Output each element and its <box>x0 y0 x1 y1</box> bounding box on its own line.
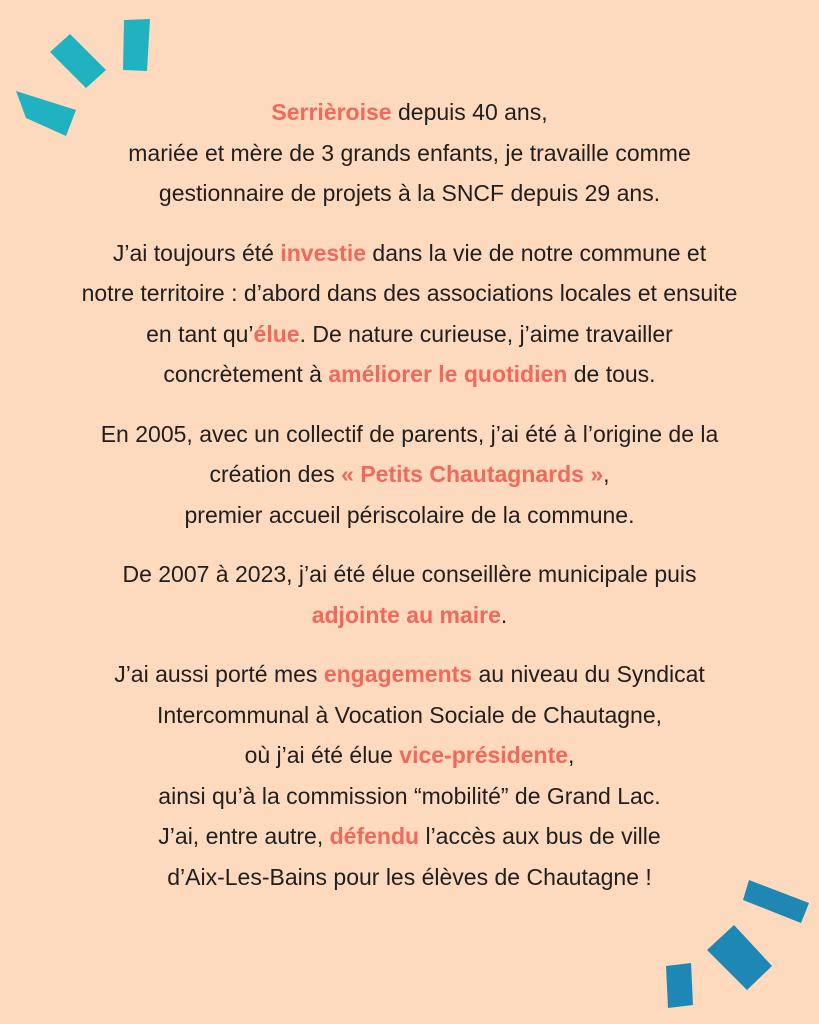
text-segment: , <box>568 742 575 768</box>
text-segment: d’Aix-Les-Bains pour les élèves de Chautagne ! <box>167 863 652 890</box>
text-line <box>0 776 819 817</box>
burst-stroke <box>50 34 106 88</box>
highlighted-phrase: engagements <box>323 661 473 687</box>
text-segment: Intercommunal à Vocation Sociale de Chautagne, <box>156 701 663 728</box>
text-segment: ainsi qu’à la commission “mobilité” de Grand Lac. <box>158 782 661 809</box>
paragraph <box>0 92 819 214</box>
highlighted-phrase: Serrièroise <box>271 99 392 125</box>
text-segment: création des <box>209 461 342 487</box>
text-segment: . <box>500 601 508 628</box>
text-line <box>0 273 819 314</box>
text-line <box>0 654 819 695</box>
text-segment: J’ai aussi porté mes <box>114 661 324 687</box>
highlighted-phrase: défendu <box>329 823 420 849</box>
text-line <box>0 314 819 355</box>
text-segment: de tous. <box>567 361 656 387</box>
text-line <box>0 173 819 214</box>
text-segment: En 2005, avec un collectif de parents, j’ai été à l’origine de la <box>100 420 719 447</box>
text-line <box>0 735 819 776</box>
paragraph <box>0 233 819 395</box>
highlighted-phrase: investie <box>280 239 367 266</box>
text-line <box>0 354 819 395</box>
text-segment: en tant qu’ <box>146 320 254 347</box>
text-line <box>0 695 819 736</box>
biography-text <box>0 92 819 916</box>
text-line <box>0 816 819 857</box>
text-line <box>0 857 819 898</box>
text-segment: concrètement à <box>163 361 329 387</box>
burst-stroke <box>666 963 693 1008</box>
text-line <box>0 233 819 274</box>
text-line <box>0 554 819 595</box>
text-segment: mariée et mère de 3 grands enfants, je travaille comme <box>128 139 691 166</box>
text-line <box>0 133 819 174</box>
text-segment: , <box>603 461 610 487</box>
paragraph <box>0 554 819 635</box>
text-segment: notre territoire : d’abord dans des associations locales et ensuite <box>81 280 738 306</box>
text-segment: où j’ai été élue <box>244 742 400 768</box>
highlighted-phrase: élue <box>253 320 300 347</box>
text-line <box>0 92 819 133</box>
text-segment: J’ai, entre autre, <box>158 823 330 849</box>
text-line <box>0 454 819 495</box>
text-segment: au niveau du Syndicat <box>472 661 705 687</box>
highlighted-phrase: améliorer le quotidien <box>328 361 568 387</box>
highlighted-phrase: adjointe au maire <box>311 601 501 628</box>
paragraph <box>0 654 819 897</box>
paragraph <box>0 414 819 536</box>
text-segment: J’ai toujours été <box>112 239 281 266</box>
highlighted-phrase: « Petits Chautagnards » <box>341 461 604 487</box>
text-segment: gestionnaire de projets à la SNCF depuis 29 ans. <box>158 180 661 206</box>
text-segment: De 2007 à 2023, j’ai été élue conseillère municipale puis <box>122 561 697 587</box>
text-segment: depuis 40 ans, <box>391 99 548 125</box>
text-segment: dans la vie de notre commune et <box>366 239 707 266</box>
text-line <box>0 414 819 455</box>
burst-stroke <box>707 925 772 990</box>
text-segment: . De nature curieuse, j’aime travailler <box>299 320 673 347</box>
highlighted-phrase: vice-présidente <box>399 742 569 768</box>
text-line <box>0 495 819 536</box>
text-segment: l’accès aux bus de ville <box>419 823 661 849</box>
text-segment: premier accueil périscolaire de la commune. <box>184 501 635 528</box>
burst-stroke <box>123 19 150 71</box>
text-line <box>0 595 819 636</box>
